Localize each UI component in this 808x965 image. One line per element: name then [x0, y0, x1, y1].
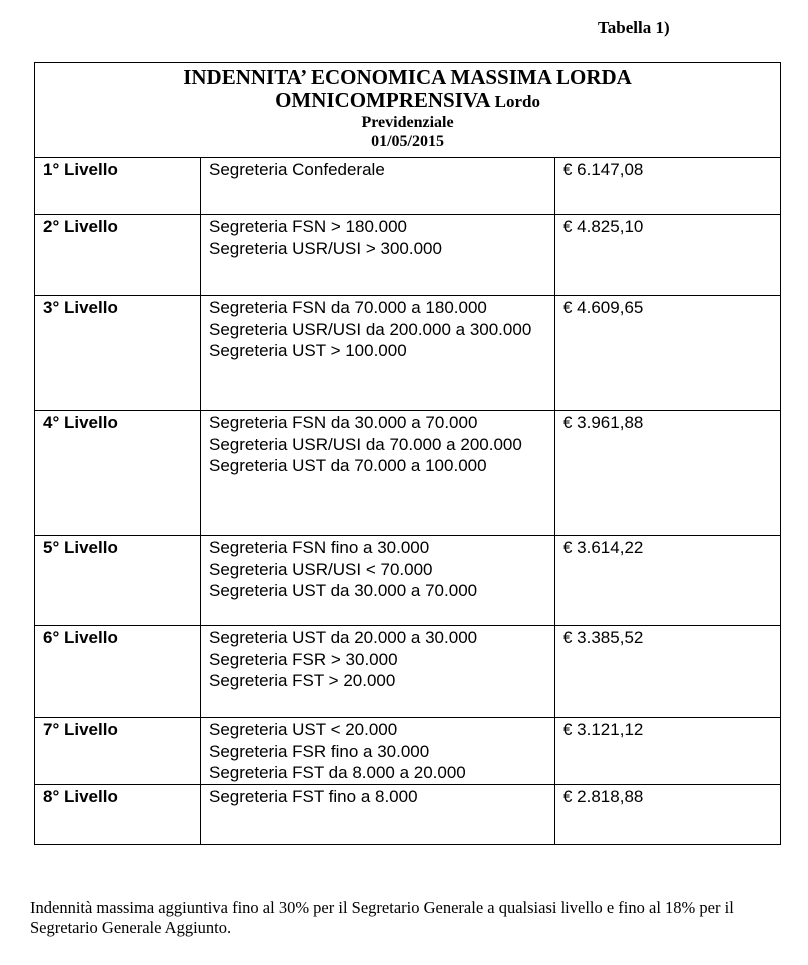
- description-cell: [201, 296, 555, 411]
- description-cell: [201, 215, 555, 296]
- description-line: Segreteria UST da 20.000 a 30.000: [209, 628, 478, 647]
- description-line: Segreteria FSR > 30.000: [209, 649, 398, 669]
- amount-cell: € 4.825,10: [555, 215, 781, 296]
- description-line: Segreteria USR/USI da 70.000 a 200.000: [209, 434, 522, 454]
- description-line: Segreteria FSN > 180.000: [209, 217, 407, 236]
- description-line: Segreteria FST da 8.000 a 20.000: [209, 763, 466, 782]
- table-date: 01/05/2015: [371, 133, 444, 150]
- level-cell: 6° Livello: [35, 626, 201, 718]
- description-line: Segreteria FST > 20.000: [209, 671, 396, 690]
- description-line: Segreteria FSN da 30.000 a 70.000: [209, 413, 478, 432]
- table-row: [35, 296, 781, 411]
- amount-cell: € 2.818,88: [555, 784, 781, 844]
- description-line: Segreteria USR/USI da 200.000 a 300.000: [209, 319, 532, 339]
- description-cell: [201, 626, 555, 718]
- description-cell: [201, 718, 555, 785]
- description-line: Segreteria FSR fino a 30.000: [209, 741, 430, 761]
- table-title-line1: INDENNITA’ ECONOMICA MASSIMA LORDA: [183, 65, 632, 89]
- table-row: [35, 536, 781, 626]
- table-number-label: Tabella 1): [598, 18, 670, 37]
- amount-cell: € 4.609,65: [555, 296, 781, 411]
- amount-cell: € 3.614,22: [555, 536, 781, 626]
- amount-cell: € 3.961,88: [555, 411, 781, 536]
- table-title-line2-main: OMNICOMPRENSIVA: [275, 88, 490, 112]
- description-cell: [201, 158, 555, 215]
- table-title-cell: [35, 63, 781, 158]
- table-row: [35, 411, 781, 536]
- table-row: [35, 626, 781, 718]
- allowance-table: [34, 62, 781, 845]
- table-title-line3: Previdenziale: [361, 114, 454, 131]
- description-line: Segreteria FSN fino a 30.000: [209, 538, 430, 557]
- description-line: Segreteria USR/USI > 300.000: [209, 238, 442, 258]
- level-cell: 5° Livello: [35, 536, 201, 626]
- description-line: Segreteria UST > 100.000: [209, 341, 407, 360]
- level-cell: 8° Livello: [35, 784, 201, 844]
- description-line: Segreteria UST < 20.000: [209, 720, 398, 739]
- amount-cell: € 3.121,12: [555, 718, 781, 785]
- table-title-line2: [35, 88, 780, 114]
- description-line: Segreteria FST fino a 8.000: [209, 786, 418, 806]
- description-line: Segreteria UST da 30.000 a 70.000: [209, 581, 478, 600]
- table-row: [35, 215, 781, 296]
- table-header-row: [35, 63, 781, 158]
- table-title-line2-small: Lordo: [494, 92, 540, 111]
- table-row: [35, 158, 781, 215]
- amount-cell: € 6.147,08: [555, 158, 781, 215]
- level-cell: 1° Livello: [35, 158, 201, 215]
- table-row: [35, 784, 781, 844]
- description-cell: [201, 784, 555, 844]
- description-line: Segreteria UST da 70.000 a 100.000: [209, 456, 487, 475]
- description-cell: [201, 411, 555, 536]
- table-row: [35, 718, 781, 785]
- level-cell: 2° Livello: [35, 215, 201, 296]
- level-cell: 7° Livello: [35, 718, 201, 785]
- level-cell: 4° Livello: [35, 411, 201, 536]
- footnote: Indennità massima aggiuntiva fino al 30% per il Segretario Generale a qualsiasi livello e fino al 18% per il Segretario Generale Aggiunto.: [30, 898, 734, 937]
- amount-cell: € 3.385,52: [555, 626, 781, 718]
- description-cell: [201, 536, 555, 626]
- level-cell: 3° Livello: [35, 296, 201, 411]
- description-line: Segreteria FSN da 70.000 a 180.000: [209, 298, 487, 317]
- description-line: Segreteria Confederale: [209, 160, 385, 179]
- description-line: Segreteria USR/USI < 70.000: [209, 559, 433, 579]
